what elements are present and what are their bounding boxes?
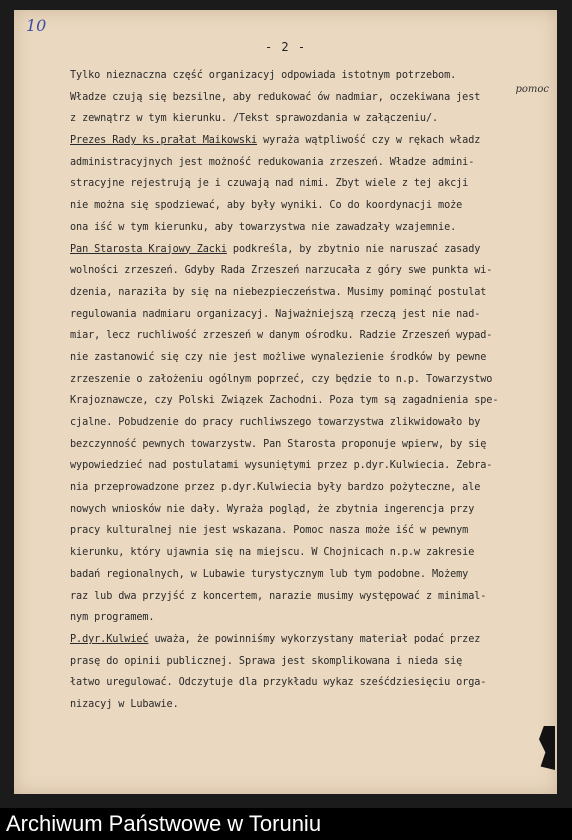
text-segment: bezczynność pewnych towarzystw. Pan Starosta proponuje wpierw, by się <box>70 438 487 450</box>
speaker-name: Prezes Rady ks.prałat Maikowski <box>70 135 258 147</box>
torn-edge <box>539 726 555 770</box>
text-segment: uważa, że powinniśmy wykorzystany materiał podać przez <box>148 633 481 645</box>
text-line <box>70 564 550 586</box>
text-segment: nowych wniosków nie dały. Wyraża pogląd, że zbytnia ingerencja przy <box>70 503 475 515</box>
text-line <box>70 455 550 477</box>
text-line <box>70 347 550 369</box>
text-line <box>70 108 550 130</box>
text-line <box>70 586 550 608</box>
text-line <box>70 152 550 174</box>
text-line <box>70 239 550 261</box>
text-segment: nizacyj w Lubawie. <box>70 698 179 710</box>
document-body <box>70 65 550 716</box>
text-line <box>70 195 550 217</box>
text-segment: nia przeprowadzone przez p.dyr.Kulwiecia były bardzo pożyteczne, ale <box>70 482 481 494</box>
text-line <box>70 65 550 87</box>
text-line <box>70 173 550 195</box>
archive-footer: Archiwum Państwowe w Toruniu <box>0 808 572 840</box>
text-segment: z zewnątrz w tym kierunku. /Tekst sprawozdania w załączeniu/. <box>70 113 439 125</box>
page-number: - 2 - <box>264 40 307 54</box>
text-segment: wolności zrzeszeń. Gdyby Rada Zrzeszeń narzucała z góry swe punkta wi- <box>70 265 493 277</box>
text-segment: Władze czują się bezsilne, aby redukować ów nadmiar, oczekiwana jest <box>70 91 481 103</box>
text-segment: wypowiedzieć nad postulatami wysuniętymi przez p.dyr.Kulwiecia. Zebra- <box>70 460 493 472</box>
document-page <box>14 10 557 794</box>
text-segment: zrzeszenie o założeniu ogólnym poprzeć, czy będzie to n.p. Towarzystwo <box>70 373 493 385</box>
text-segment: regulowania nadmiaru organizacyj. Najważniejszą rzeczą jest nie nad- <box>70 308 481 320</box>
text-line <box>70 304 550 326</box>
text-line <box>70 390 550 412</box>
text-segment: raz lub dwa przyjść z koncertem, narazie musimy występować z minimal- <box>70 590 487 602</box>
text-segment: Tylko nieznaczna część organizacyj odpowiada istotnym potrzebom. <box>70 70 457 81</box>
margin-note: 10 <box>26 16 47 35</box>
text-segment: podkreśla, by zbytnio nie naruszać zasady <box>226 243 481 255</box>
text-line <box>70 434 550 456</box>
text-line <box>70 282 550 304</box>
text-segment: ona iść w tym kierunku, aby towarzystwa nie zawadzały wzajemnie. <box>70 221 457 233</box>
text-line <box>70 499 550 521</box>
text-line <box>70 651 550 673</box>
text-line <box>70 87 550 109</box>
text-segment: wyraża wątpliwość czy w rękach władz <box>257 135 481 147</box>
text-line <box>70 607 550 629</box>
text-line <box>70 520 550 542</box>
text-segment: badań regionalnych, w Lubawie turystycznym lub tym podobne. Możemy <box>70 568 469 580</box>
text-line <box>70 672 550 694</box>
text-line <box>70 694 550 716</box>
text-segment: dzenia, naraziła by się na niebezpieczeństwa. Musimy pominąć postulat <box>70 286 487 298</box>
text-segment: nie zastanowić się czy nie jest możliwe wynalezienie środków by pewne <box>70 351 487 363</box>
text-line <box>70 412 550 434</box>
text-line <box>70 629 550 651</box>
text-line <box>70 325 550 347</box>
speaker-name: P.dyr.Kulwieć <box>70 633 149 645</box>
text-segment: łatwo uregulować. Odczytuje dla przykładu wykaz sześćdziesięciu orga- <box>70 677 487 689</box>
handwritten-note: pomoc <box>515 84 549 95</box>
text-line <box>70 542 550 564</box>
text-segment: cjalne. Pobudzenie do pracy ruchliwszego towarzystwa zlikwidowało by <box>70 417 481 428</box>
text-line <box>70 130 550 152</box>
text-line <box>70 260 550 282</box>
text-line <box>70 477 550 499</box>
text-line <box>70 369 550 391</box>
text-segment: nie można się spodziewać, aby były wyniki. Co do koordynacji może <box>70 200 463 212</box>
text-segment: Krajoznawcze, czy Polski Związek Zachodni. Poza tym są zagadnienia spe- <box>70 395 499 407</box>
text-segment: kierunku, który ujawnia się na miejscu. W Chojnicach n.p.w zakresie <box>70 547 475 559</box>
speaker-name: Pan Starosta Krajowy Zacki <box>70 243 227 255</box>
text-segment: administracyjnych jest możność redukowania zrzeszeń. Władze admini- <box>70 156 475 168</box>
text-segment: prasę do opinii publicznej. Sprawa jest skomplikowana i nieda się <box>70 655 463 667</box>
text-segment: miar, lecz ruchliwość zrzeszeń w danym ośrodku. Radzie Zrzeszeń wypad- <box>70 330 493 342</box>
text-segment: stracyjne rejestrują je i czuwają nad nimi. Zbyt wiele z tej akcji <box>70 178 469 190</box>
text-segment: nym programem. <box>70 612 155 624</box>
text-segment: pracy kulturalnej nie jest wskazana. Pomoc nasza może iść w pewnym <box>70 525 469 537</box>
text-line <box>70 217 550 239</box>
